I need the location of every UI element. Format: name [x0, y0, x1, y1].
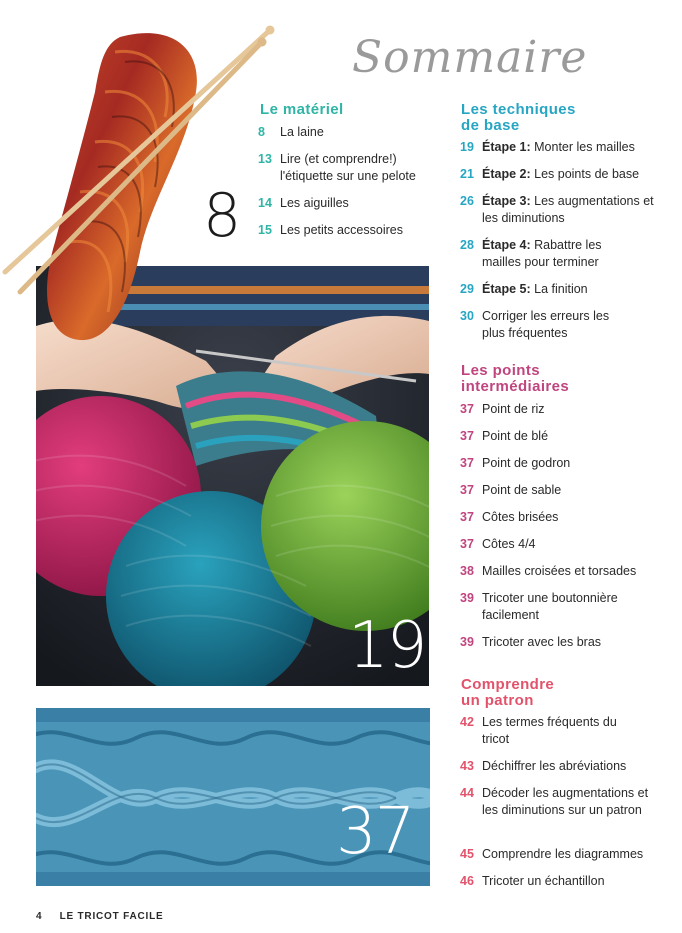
toc-entry-label: Corriger les erreurs les plus fréquentes — [482, 309, 610, 340]
toc-entry-label: Les aiguilles — [280, 196, 349, 210]
toc-list-techniques — [460, 139, 670, 352]
toc-page-number: 37 — [460, 456, 474, 470]
toc-page-number: 37 — [460, 537, 474, 551]
toc-entry-label: Point de godron — [482, 456, 571, 470]
toc-page-number: 45 — [460, 847, 474, 861]
toc-entry[interactable] — [460, 401, 675, 428]
toc-entry-label: Côtes 4/4 — [482, 537, 536, 551]
toc-entry[interactable] — [258, 151, 438, 195]
page-ref-yarn: 8 — [203, 181, 242, 251]
toc-step-label: Étape 2: — [482, 167, 531, 181]
section-title-techniques: Les techniques de base — [461, 101, 576, 134]
toc-entry[interactable] — [460, 139, 670, 166]
page-footer — [36, 911, 163, 922]
toc-entry-label: La finition — [534, 282, 588, 296]
toc-entry[interactable] — [460, 634, 675, 661]
toc-entry-label: Les points de base — [534, 167, 640, 181]
toc-entry[interactable] — [460, 455, 675, 482]
toc-page-number: 13 — [258, 152, 272, 166]
toc-page-number: 29 — [460, 282, 474, 296]
toc-entry-label: Lire (et comprendre!) l'étiquette sur une pelote — [280, 152, 416, 183]
toc-entry-label: Décoder les augmentations et les diminutions sur un patron — [482, 786, 649, 817]
toc-entry-label: Côtes brisées — [482, 510, 559, 524]
page-ref-knitting: 19 — [348, 609, 426, 683]
toc-page-number: 21 — [460, 167, 474, 181]
toc-page-number: 26 — [460, 194, 474, 208]
toc-page-number: 43 — [460, 759, 474, 773]
toc-entry-label: Les termes fréquents du tricot — [482, 715, 617, 746]
toc-page-number: 14 — [258, 196, 272, 210]
toc-list-intermediaires — [460, 401, 675, 661]
toc-page-number: 37 — [460, 402, 474, 416]
toc-page-number: 39 — [460, 591, 474, 605]
toc-entry-label: Tricoter un échantillon — [482, 874, 605, 888]
toc-entry[interactable] — [460, 590, 675, 634]
toc-entry[interactable] — [460, 846, 675, 873]
toc-list-materiel — [258, 124, 438, 249]
toc-entry[interactable] — [460, 536, 675, 563]
cable-knit-photo — [36, 708, 430, 886]
toc-page-number: 37 — [460, 483, 474, 497]
toc-entry[interactable] — [460, 482, 675, 509]
toc-page-number: 8 — [258, 125, 265, 139]
toc-entry-label: Rabattre les mailles pour terminer — [482, 238, 602, 269]
toc-entry[interactable] — [460, 166, 670, 193]
toc-step-label: Étape 4: — [482, 238, 531, 252]
page-ref-cable: 37 — [336, 795, 414, 869]
toc-entry[interactable] — [258, 195, 438, 222]
toc-page-number: 19 — [460, 140, 474, 154]
toc-entry[interactable] — [460, 785, 675, 846]
toc-page-number: 37 — [460, 429, 474, 443]
toc-entry[interactable] — [460, 714, 675, 758]
toc-page-number: 44 — [460, 786, 474, 800]
toc-entry[interactable] — [460, 873, 675, 900]
toc-entry-label: Point de blé — [482, 429, 549, 443]
toc-entry[interactable] — [460, 509, 675, 536]
toc-entry-label: Tricoter une boutonnière facilement — [482, 591, 618, 622]
toc-step-label: Étape 3: — [482, 194, 531, 208]
toc-entry[interactable] — [258, 124, 438, 151]
section-title-intermediaires: Les points intermédiaires — [461, 362, 570, 395]
toc-entry-label: Tricoter avec les bras — [482, 635, 602, 649]
toc-entry[interactable] — [258, 222, 438, 249]
toc-entry[interactable] — [460, 428, 675, 455]
footer-page-number: 4 — [36, 911, 43, 922]
toc-page-number: 39 — [460, 635, 474, 649]
footer-magazine-name: LE TRICOT FACILE — [59, 911, 164, 922]
toc-entry[interactable] — [460, 193, 670, 237]
toc-page-number: 46 — [460, 874, 474, 888]
toc-entry[interactable] — [460, 308, 670, 352]
toc-list-patron — [460, 714, 675, 900]
toc-page-number: 38 — [460, 564, 474, 578]
toc-entry-label: Les augmentations et les diminutions — [482, 194, 654, 225]
toc-entry-label: Déchiffrer les abréviations — [482, 759, 627, 773]
toc-page-number: 15 — [258, 223, 272, 237]
toc-step-label: Étape 5: — [482, 282, 531, 296]
toc-entry-label: Monter les mailles — [534, 140, 635, 154]
toc-entry[interactable] — [460, 237, 670, 281]
toc-page-number: 28 — [460, 238, 474, 252]
toc-entry[interactable] — [460, 758, 675, 785]
toc-step-label: Étape 1: — [482, 140, 531, 154]
toc-entry-label: Comprendre les diagrammes — [482, 847, 644, 861]
toc-entry-label: Mailles croisées et torsades — [482, 564, 637, 578]
toc-entry-label: Les petits accessoires — [280, 223, 403, 237]
toc-entry-label: La laine — [280, 125, 324, 139]
page-title: Sommaire — [352, 32, 588, 83]
toc-entry[interactable] — [460, 563, 675, 590]
toc-page-number: 42 — [460, 715, 474, 729]
section-title-materiel: Le matériel — [260, 101, 344, 118]
section-title-patron: Comprendre un patron — [461, 676, 555, 709]
toc-page-number: 37 — [460, 510, 474, 524]
toc-entry[interactable] — [460, 281, 670, 308]
toc-entry-label: Point de sable — [482, 483, 562, 497]
toc-page-number: 30 — [460, 309, 474, 323]
toc-entry-label: Point de riz — [482, 402, 545, 416]
